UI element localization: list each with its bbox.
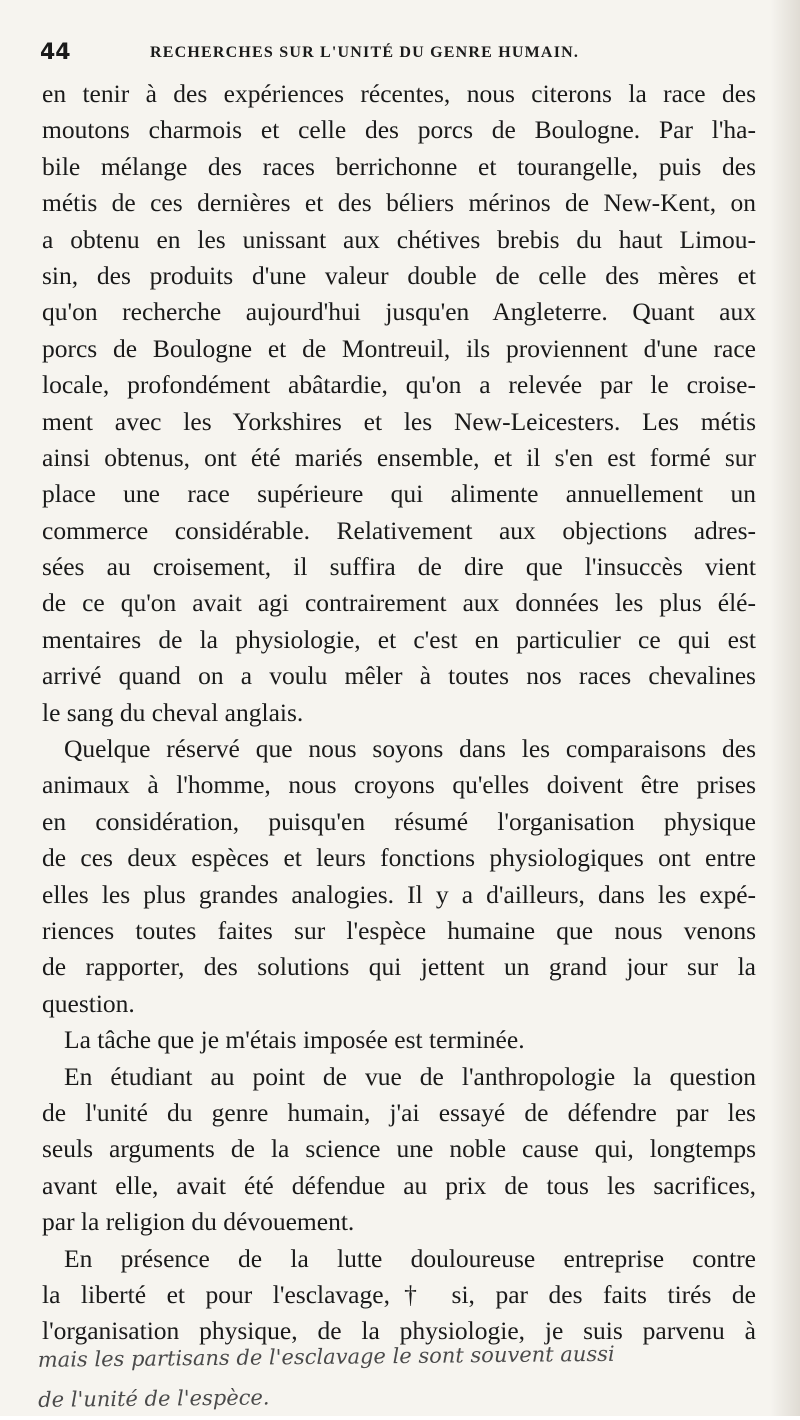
annotation-line: mais les partisans de l'esclavage le sont souvent aussi [37,1341,615,1372]
text-line: sin, des produits d'une valeur double de celle des mères et [42,260,756,290]
text-line: animaux à l'homme, nous croyons qu'elles doivent être prises [42,770,756,800]
text-line: La tâche que je m'étais imposée est terminée. [64,1025,525,1055]
text-line: ment avec les Yorkshires et les New-Leicesters. Les métis [42,406,756,436]
text-line: porcs de Boulogne et de Montreuil, ils proviennent d'une race [42,333,756,363]
text-line: ainsi obtenus, ont été mariés ensemble, et il s'en est formé sur [42,442,756,472]
text-line: de l'unité du genre humain, j'ai essayé de défendre par les [42,1097,756,1127]
annotation-line: de l'unité de l'espèce. [38,1385,270,1412]
text-line: métis de ces dernières et des béliers mérinos de New-Kent, on [42,188,756,218]
page-number: 44 [40,40,71,65]
text-line: commerce considérable. Relativement aux objections adres- [42,515,756,545]
body-text [42,76,756,1350]
text-line: de ce qu'on avait agi contrairement aux données les plus élé- [42,588,756,618]
text-line: question. [42,988,135,1018]
running-title: RECHERCHES SUR L'UNITÉ DU GENRE HUMAIN. [150,44,580,61]
text-line: moutons charmois et celle des porcs de Boulogne. Par l'ha- [42,115,756,145]
text-line: bile mélange des races berrichonne et tourangelle, puis des [42,151,756,181]
page-gutter-shadow [770,0,800,1416]
text-line: place une race supérieure qui alimente annuellement un [42,479,756,509]
text-line: mentaires de la physiologie, et c'est en particulier ce qui est [42,624,756,654]
text-line: de ces deux espèces et leurs fonctions physiologiques ont entre [42,843,756,873]
text-line: en tenir à des expériences récentes, nous citerons la race des [42,79,756,108]
text-line: locale, profondément abâtardie, qu'on a relevée par le croise- [42,370,756,400]
text-line: En présence de la lutte douloureuse entreprise contre [64,1243,756,1273]
text-line: le sang du cheval anglais. [42,697,304,727]
text-line: avant elle, avait été défendue au prix de tous les sacrifices, [42,1170,756,1200]
handwritten-annotation [38,1332,769,1420]
text-line: elles les plus grandes analogies. Il y a d'ailleurs, dans les expé- [42,879,756,909]
text-line: En étudiant au point de vue de l'anthropologie la question [64,1061,756,1091]
text-line: qu'on recherche aujourd'hui jusqu'en Angleterre. Quant aux [42,297,756,327]
text-line: riences toutes faites sur l'espèce humaine que nous venons [42,915,756,945]
text-line: seuls arguments de la science une noble cause qui, longtemps [42,1134,756,1164]
text-line: l'organisation physique, de la physiologie, je suis parvenu à [42,1316,756,1346]
text-line: en considération, puisqu'en résumé l'organisation physique [42,806,756,836]
text-line: arrivé quand on a voulu mêler à toutes nos races chevalines [42,661,756,691]
text-line: Quelque réservé que nous soyons dans les comparaisons des [64,734,756,764]
text-line: la liberté et pour l'esclavage,† si, par des faits tirés de [42,1279,756,1309]
text-line: par la religion du dévouement. [42,1207,355,1237]
running-head [40,38,760,68]
text-line: de rapporter, des solutions qui jettent un grand jour sur la [42,952,756,982]
text-line: a obtenu en les unissant aux chétives brebis du haut Limou- [42,224,756,254]
text-line: sées au croisement, il suffira de dire que l'insuccès vient [42,552,756,582]
